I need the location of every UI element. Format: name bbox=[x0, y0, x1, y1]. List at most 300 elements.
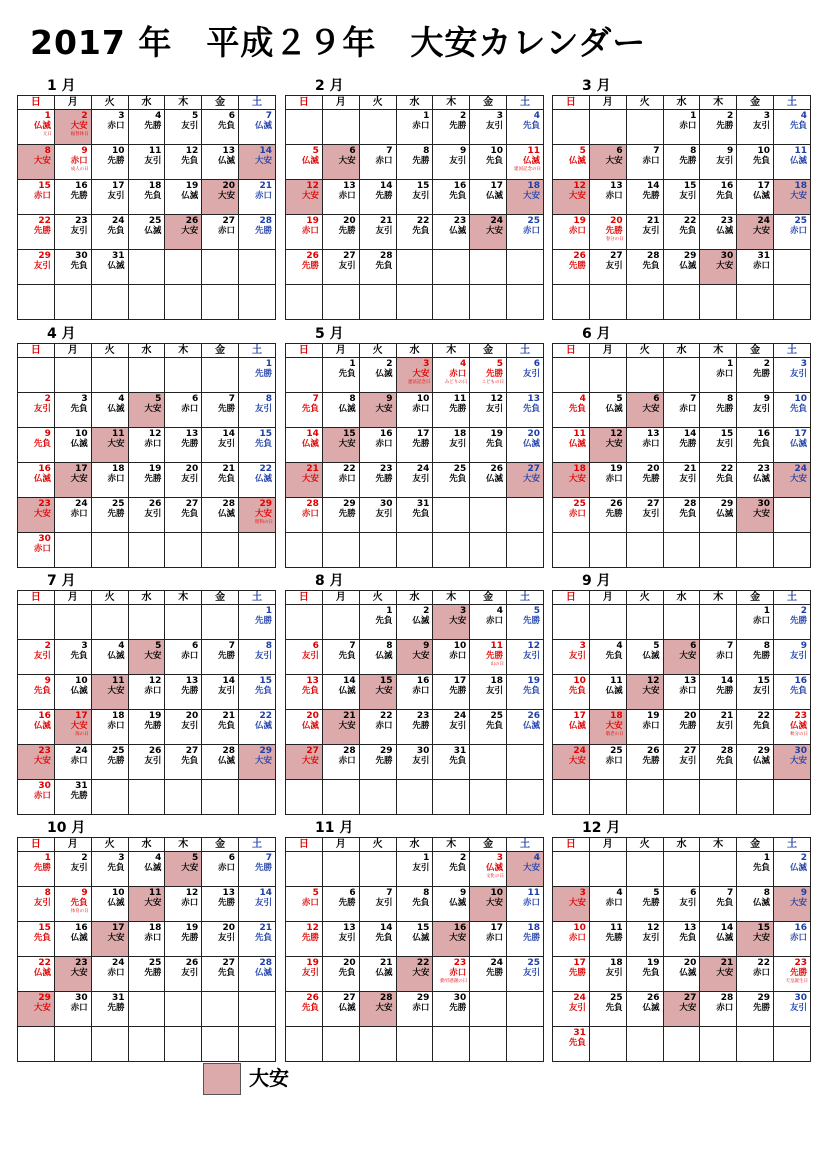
rokuyo-label: 赤口 bbox=[486, 933, 504, 943]
day-cell bbox=[700, 145, 737, 180]
day-cell bbox=[359, 428, 396, 463]
day-cell bbox=[91, 780, 128, 815]
day-number: 10 bbox=[453, 641, 467, 651]
day-cell bbox=[589, 780, 626, 815]
rokuyo-label: 先負 bbox=[144, 191, 162, 201]
day-cell bbox=[663, 358, 700, 393]
day-cell bbox=[737, 250, 774, 285]
day-cell bbox=[737, 498, 774, 533]
rokuyo-label: 仏滅 bbox=[716, 509, 734, 519]
day-cell bbox=[54, 285, 91, 320]
day-cell bbox=[54, 1027, 91, 1062]
day-number: 13 bbox=[343, 923, 356, 933]
weekday-header: 木 bbox=[433, 344, 470, 358]
day-number: 16 bbox=[757, 429, 771, 439]
day-cell bbox=[433, 675, 470, 710]
day-cell bbox=[286, 887, 323, 922]
day-cell bbox=[286, 1027, 323, 1062]
day-cell bbox=[553, 533, 590, 568]
rokuyo-label: 先負 bbox=[753, 156, 771, 166]
weekday-header: 日 bbox=[286, 96, 323, 110]
page-title: 2017 年 平成２９年 大安カレンダー bbox=[30, 23, 647, 62]
day-number: 27 bbox=[610, 251, 623, 261]
day-number: 24 bbox=[490, 958, 504, 968]
rokuyo-label: 先勝 bbox=[642, 756, 660, 766]
day-cell bbox=[396, 393, 433, 428]
day-number: 3 bbox=[118, 853, 125, 863]
day-number: 10 bbox=[490, 888, 504, 898]
day-number: 12 bbox=[185, 888, 199, 898]
rokuyo-label: 友引 bbox=[33, 261, 51, 271]
day-cell bbox=[663, 180, 700, 215]
day-cell bbox=[433, 393, 470, 428]
rokuyo-label: 大安 bbox=[33, 156, 51, 166]
day-cell bbox=[128, 640, 165, 675]
rokuyo-label: 赤口 bbox=[144, 933, 162, 943]
day-number: 1 bbox=[386, 606, 393, 616]
holiday-name: 秋分の日 bbox=[790, 732, 808, 737]
rokuyo-label: 赤口 bbox=[181, 651, 199, 661]
rokuyo-label: 仏滅 bbox=[301, 156, 319, 166]
rokuyo-label: 大安 bbox=[716, 968, 734, 978]
day-cell bbox=[322, 780, 359, 815]
rokuyo-label: 仏滅 bbox=[70, 933, 88, 943]
day-cell bbox=[507, 215, 544, 250]
rokuyo-label: 友引 bbox=[254, 651, 272, 661]
day-cell bbox=[18, 250, 55, 285]
day-number: 25 bbox=[112, 746, 125, 756]
weekday-header: 木 bbox=[700, 344, 737, 358]
day-number: 11 bbox=[453, 394, 467, 404]
rokuyo-label: 先負 bbox=[486, 156, 504, 166]
rokuyo-label: 先勝 bbox=[144, 721, 162, 731]
day-number: 10 bbox=[573, 676, 586, 686]
day-number: 10 bbox=[573, 923, 586, 933]
day-cell bbox=[737, 710, 774, 745]
day-number: 13 bbox=[683, 923, 697, 933]
day-cell bbox=[165, 393, 202, 428]
weekday-header: 火 bbox=[359, 591, 396, 605]
day-number: 1 bbox=[690, 111, 697, 121]
rokuyo-label: 赤口 bbox=[33, 544, 51, 554]
day-number: 15 bbox=[757, 676, 771, 686]
rokuyo-label: 先負 bbox=[375, 933, 393, 943]
rokuyo-label: 仏滅 bbox=[338, 404, 356, 414]
rokuyo-label: 先勝 bbox=[605, 509, 623, 519]
day-number: 28 bbox=[222, 746, 236, 756]
rokuyo-label: 大安 bbox=[375, 1003, 393, 1013]
day-cell bbox=[322, 887, 359, 922]
day-number: 26 bbox=[185, 216, 199, 226]
day-cell bbox=[359, 110, 396, 145]
rokuyo-label: 赤口 bbox=[789, 933, 807, 943]
weekday-header: 月 bbox=[589, 96, 626, 110]
day-number: 30 bbox=[38, 781, 51, 791]
day-number: 28 bbox=[380, 993, 393, 1003]
day-number: 2 bbox=[726, 111, 734, 121]
day-cell bbox=[507, 285, 544, 320]
day-cell bbox=[626, 110, 663, 145]
day-cell bbox=[286, 605, 323, 640]
rokuyo-label: 仏滅 bbox=[716, 933, 734, 943]
rokuyo-label: 先負 bbox=[301, 686, 319, 696]
day-cell bbox=[165, 640, 202, 675]
day-cell bbox=[700, 358, 737, 393]
day-number: 29 bbox=[757, 993, 771, 1003]
rokuyo-label: 大安 bbox=[70, 121, 88, 131]
day-number: 25 bbox=[148, 216, 162, 226]
month-table bbox=[552, 590, 811, 815]
rokuyo-label: 友引 bbox=[33, 651, 51, 661]
day-number: 28 bbox=[222, 499, 236, 509]
rokuyo-label: 先勝 bbox=[449, 121, 467, 131]
day-number: 14 bbox=[683, 429, 697, 439]
day-number: 4 bbox=[533, 111, 540, 121]
day-number: 11 bbox=[527, 888, 540, 898]
day-number: 28 bbox=[720, 993, 734, 1003]
rokuyo-label: 大安 bbox=[789, 898, 807, 908]
rokuyo-label: 赤口 bbox=[679, 404, 697, 414]
day-number: 20 bbox=[343, 216, 356, 226]
rokuyo-label: 先負 bbox=[449, 756, 467, 766]
weekday-header: 火 bbox=[359, 838, 396, 852]
rokuyo-label: 先勝 bbox=[181, 933, 199, 943]
day-number: 31 bbox=[416, 499, 430, 509]
day-cell bbox=[507, 463, 544, 498]
day-number: 9 bbox=[459, 146, 467, 156]
day-number: 6 bbox=[690, 641, 697, 651]
day-cell bbox=[507, 533, 544, 568]
day-cell bbox=[286, 640, 323, 675]
day-cell bbox=[396, 215, 433, 250]
rokuyo-label: 赤口 bbox=[375, 439, 393, 449]
rokuyo-label: 大安 bbox=[338, 156, 356, 166]
month-label: 4 月 bbox=[47, 326, 76, 342]
day-cell bbox=[322, 992, 359, 1027]
day-cell bbox=[470, 215, 507, 250]
day-number: 31 bbox=[453, 746, 467, 756]
rokuyo-label: 先勝 bbox=[107, 509, 125, 519]
day-cell bbox=[507, 393, 544, 428]
day-cell bbox=[322, 957, 359, 992]
holiday-name: 憲法記念日 bbox=[407, 380, 431, 385]
day-number: 23 bbox=[38, 746, 51, 756]
day-cell bbox=[91, 358, 128, 393]
day-cell bbox=[433, 922, 470, 957]
day-number: 4 bbox=[118, 394, 125, 404]
day-cell bbox=[165, 145, 202, 180]
rokuyo-label: 大安 bbox=[412, 968, 430, 978]
day-cell bbox=[553, 428, 590, 463]
weekday-header: 金 bbox=[470, 344, 507, 358]
day-number: 2 bbox=[459, 111, 467, 121]
day-number: 2 bbox=[459, 853, 467, 863]
day-number: 1 bbox=[44, 111, 51, 121]
day-cell bbox=[286, 780, 323, 815]
day-cell bbox=[239, 393, 276, 428]
rokuyo-label: 先負 bbox=[254, 439, 272, 449]
day-cell bbox=[737, 533, 774, 568]
rokuyo-label: 赤口 bbox=[301, 226, 319, 236]
day-number: 12 bbox=[647, 676, 660, 686]
day-cell bbox=[774, 180, 811, 215]
rokuyo-label: 先勝 bbox=[70, 191, 88, 201]
rokuyo-label: 先負 bbox=[568, 686, 586, 696]
day-cell bbox=[737, 358, 774, 393]
rokuyo-label: 大安 bbox=[254, 756, 272, 766]
day-number: 25 bbox=[573, 499, 586, 509]
day-cell bbox=[322, 428, 359, 463]
day-number: 10 bbox=[112, 146, 125, 156]
day-number: 24 bbox=[112, 958, 125, 968]
day-number: 5 bbox=[496, 359, 504, 369]
day-cell bbox=[54, 957, 91, 992]
day-cell bbox=[737, 428, 774, 463]
day-cell bbox=[165, 110, 202, 145]
rokuyo-label: 仏滅 bbox=[218, 156, 236, 166]
day-cell bbox=[202, 250, 239, 285]
day-number: 21 bbox=[683, 464, 697, 474]
day-cell bbox=[91, 992, 128, 1027]
day-cell bbox=[507, 745, 544, 780]
day-cell bbox=[128, 992, 165, 1027]
day-number: 22 bbox=[757, 958, 771, 968]
rokuyo-label: 友引 bbox=[605, 261, 623, 271]
rokuyo-label: 友引 bbox=[789, 369, 807, 379]
day-number: 4 bbox=[533, 853, 540, 863]
day-number: 7 bbox=[690, 394, 697, 404]
weekday-header: 土 bbox=[774, 344, 811, 358]
weekday-header: 日 bbox=[286, 838, 323, 852]
holiday-name: 山の日 bbox=[490, 662, 505, 667]
day-number: 14 bbox=[259, 888, 272, 898]
day-cell bbox=[589, 250, 626, 285]
day-number: 1 bbox=[763, 606, 771, 616]
day-cell bbox=[18, 533, 55, 568]
day-number: 10 bbox=[75, 676, 88, 686]
day-cell bbox=[700, 605, 737, 640]
weekday-header: 土 bbox=[507, 344, 544, 358]
day-number: 28 bbox=[343, 746, 356, 756]
rokuyo-label: 友引 bbox=[181, 474, 199, 484]
day-cell bbox=[18, 463, 55, 498]
day-cell bbox=[202, 710, 239, 745]
weekday-header: 火 bbox=[626, 838, 663, 852]
day-cell bbox=[626, 675, 663, 710]
rokuyo-label: 大安 bbox=[522, 191, 540, 201]
rokuyo-label: 友引 bbox=[753, 121, 771, 131]
day-cell bbox=[202, 780, 239, 815]
day-number: 2 bbox=[763, 359, 771, 369]
day-cell bbox=[91, 710, 128, 745]
day-cell bbox=[396, 180, 433, 215]
rokuyo-label: 友引 bbox=[522, 651, 540, 661]
day-number: 20 bbox=[527, 429, 540, 439]
rokuyo-label: 先負 bbox=[181, 756, 199, 766]
day-cell bbox=[507, 180, 544, 215]
rokuyo-label: 仏滅 bbox=[716, 226, 734, 236]
day-cell bbox=[470, 992, 507, 1027]
rokuyo-label: 先勝 bbox=[486, 369, 504, 379]
day-cell bbox=[589, 852, 626, 887]
rokuyo-label: 友引 bbox=[375, 898, 393, 908]
day-cell bbox=[700, 745, 737, 780]
day-cell bbox=[433, 745, 470, 780]
rokuyo-label: 友引 bbox=[70, 226, 88, 236]
day-cell bbox=[700, 675, 737, 710]
day-number: 6 bbox=[191, 394, 199, 404]
day-cell bbox=[589, 745, 626, 780]
rokuyo-label: 友引 bbox=[679, 191, 697, 201]
rokuyo-label: 赤口 bbox=[254, 191, 272, 201]
rokuyo-label: 先負 bbox=[338, 968, 356, 978]
day-cell bbox=[91, 605, 128, 640]
day-cell bbox=[663, 710, 700, 745]
day-cell bbox=[239, 180, 276, 215]
day-cell bbox=[507, 145, 544, 180]
rokuyo-label: 先勝 bbox=[412, 721, 430, 731]
day-number: 3 bbox=[579, 641, 586, 651]
holiday-name: 海の日 bbox=[75, 732, 89, 737]
holiday-name: 春分の日 bbox=[605, 237, 624, 242]
day-number: 7 bbox=[726, 888, 734, 898]
day-cell bbox=[626, 393, 663, 428]
rokuyo-label: 赤口 bbox=[522, 898, 540, 908]
day-number: 15 bbox=[259, 429, 272, 439]
holiday-name: こどもの日 bbox=[481, 380, 505, 385]
day-cell bbox=[396, 640, 433, 675]
rokuyo-label: 大安 bbox=[789, 474, 807, 484]
rokuyo-label: 先負 bbox=[254, 933, 272, 943]
day-cell bbox=[54, 675, 91, 710]
day-number: 27 bbox=[527, 464, 540, 474]
day-number: 28 bbox=[720, 746, 734, 756]
day-cell bbox=[165, 463, 202, 498]
rokuyo-label: 仏滅 bbox=[218, 756, 236, 766]
day-cell bbox=[663, 922, 700, 957]
day-cell bbox=[54, 145, 91, 180]
month-table bbox=[285, 590, 544, 815]
day-number: 3 bbox=[496, 853, 504, 863]
rokuyo-label: 大安 bbox=[70, 474, 88, 484]
day-cell bbox=[507, 605, 544, 640]
day-number: 5 bbox=[155, 641, 162, 651]
rokuyo-label: 大安 bbox=[753, 509, 771, 519]
day-cell bbox=[239, 780, 276, 815]
day-cell bbox=[507, 887, 544, 922]
day-number: 20 bbox=[222, 923, 236, 933]
day-cell bbox=[359, 710, 396, 745]
day-cell bbox=[396, 533, 433, 568]
day-cell bbox=[359, 498, 396, 533]
day-number: 24 bbox=[573, 993, 586, 1003]
rokuyo-label: 先勝 bbox=[522, 933, 540, 943]
day-number: 29 bbox=[720, 499, 734, 509]
day-cell bbox=[128, 215, 165, 250]
rokuyo-label: 仏滅 bbox=[522, 439, 540, 449]
rokuyo-label: 仏滅 bbox=[107, 261, 125, 271]
rokuyo-label: 先勝 bbox=[753, 1003, 771, 1013]
month-label: 6 月 bbox=[582, 326, 611, 342]
rokuyo-label: 先負 bbox=[375, 616, 393, 626]
weekday-header: 日 bbox=[286, 591, 323, 605]
day-number: 16 bbox=[75, 181, 88, 191]
day-number: 11 bbox=[794, 146, 807, 156]
rokuyo-label: 先負 bbox=[486, 439, 504, 449]
rokuyo-label: 先負 bbox=[107, 226, 125, 236]
rokuyo-label: 赤口 bbox=[144, 439, 162, 449]
rokuyo-label: 赤口 bbox=[301, 898, 319, 908]
day-number: 17 bbox=[573, 711, 586, 721]
day-number: 3 bbox=[459, 606, 467, 616]
day-cell bbox=[91, 922, 128, 957]
day-cell bbox=[54, 780, 91, 815]
rokuyo-label: 仏滅 bbox=[375, 369, 393, 379]
rokuyo-label: 大安 bbox=[605, 439, 623, 449]
day-cell bbox=[663, 463, 700, 498]
day-number: 11 bbox=[148, 888, 162, 898]
day-number: 16 bbox=[75, 923, 88, 933]
day-cell bbox=[322, 110, 359, 145]
day-number: 28 bbox=[683, 499, 697, 509]
rokuyo-label: 友引 bbox=[679, 474, 697, 484]
day-cell bbox=[663, 992, 700, 1027]
rokuyo-label: 先負 bbox=[789, 686, 807, 696]
day-cell bbox=[286, 852, 323, 887]
weekday-header: 木 bbox=[700, 96, 737, 110]
day-cell bbox=[553, 498, 590, 533]
weekday-header: 月 bbox=[54, 838, 91, 852]
day-cell bbox=[359, 145, 396, 180]
day-number: 4 bbox=[118, 641, 125, 651]
day-number: 23 bbox=[380, 464, 393, 474]
rokuyo-label: 友引 bbox=[642, 226, 660, 236]
day-cell bbox=[774, 922, 811, 957]
day-cell bbox=[202, 887, 239, 922]
day-cell bbox=[626, 463, 663, 498]
rokuyo-label: 友引 bbox=[144, 156, 162, 166]
day-cell bbox=[396, 250, 433, 285]
rokuyo-label: 先勝 bbox=[605, 226, 623, 236]
rokuyo-label: 仏滅 bbox=[568, 156, 586, 166]
day-number: 27 bbox=[343, 251, 356, 261]
rokuyo-label: 大安 bbox=[486, 898, 504, 908]
rokuyo-label: 友引 bbox=[486, 686, 504, 696]
day-cell bbox=[553, 957, 590, 992]
day-cell bbox=[91, 250, 128, 285]
day-cell bbox=[433, 145, 470, 180]
day-number: 15 bbox=[683, 181, 697, 191]
weekday-header: 日 bbox=[553, 96, 590, 110]
rokuyo-label: 大安 bbox=[679, 651, 697, 661]
day-cell bbox=[700, 215, 737, 250]
rokuyo-label: 先勝 bbox=[642, 474, 660, 484]
day-number: 19 bbox=[647, 958, 660, 968]
month-table bbox=[552, 837, 811, 1062]
day-cell bbox=[202, 922, 239, 957]
day-cell bbox=[470, 745, 507, 780]
day-cell bbox=[165, 498, 202, 533]
day-number: 1 bbox=[763, 853, 771, 863]
rokuyo-label: 先負 bbox=[375, 261, 393, 271]
day-number: 1 bbox=[423, 853, 430, 863]
day-cell bbox=[54, 710, 91, 745]
rokuyo-label: 先勝 bbox=[107, 1003, 125, 1013]
day-cell bbox=[18, 1027, 55, 1062]
day-cell bbox=[91, 640, 128, 675]
day-number: 30 bbox=[794, 993, 807, 1003]
day-cell bbox=[165, 358, 202, 393]
